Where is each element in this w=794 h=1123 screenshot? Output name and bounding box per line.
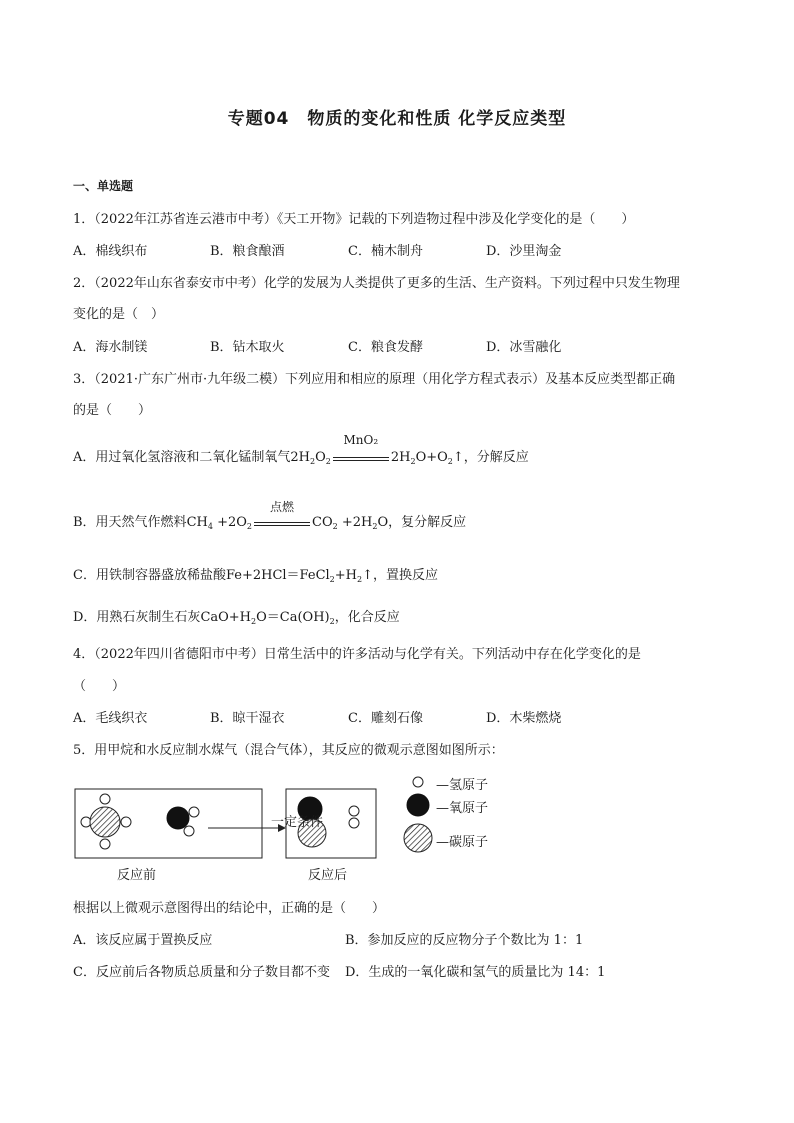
water-molecule (167, 807, 199, 836)
methane-molecule (81, 794, 131, 849)
legend-hydrogen-label: —氢原子 (436, 778, 489, 793)
legend-oxygen-icon (407, 794, 429, 816)
reaction-condition: 点燃 (254, 516, 310, 526)
q5-option-c[interactable]: C．反应前后各物质总质量和分子数目都不变 (73, 965, 330, 980)
legend-carbon-icon (404, 824, 432, 852)
q4-stem-line2: （ ） (73, 679, 126, 694)
before-label: 反应前 (117, 868, 157, 883)
page-title: 专题04 物质的变化和性质 化学反应类型 (227, 109, 567, 129)
arrow-condition-label: 一定条件 (271, 815, 324, 830)
q2-option-a[interactable]: A．海水制镁 (73, 340, 148, 355)
q3-option-d[interactable]: D．用熟石灰制生石灰$CaO+H_2O=Ca(OH)_2$，化合反应 (73, 610, 400, 626)
q2-stem-line2: 变化的是（ ） (73, 307, 165, 322)
after-label: 反应后 (308, 868, 348, 883)
q3-option-c[interactable]: C．用铁制容器盛放稀盐酸$Fe+2HCl=FeCl_2+H_2↑$，置换反应 (73, 568, 439, 584)
q5-stem: 5．用甲烷和水反应制水煤气（混合气体），其反应的微观示意图如图所示： (73, 743, 504, 758)
q3-stem-line2: 的是（ ） (73, 403, 152, 418)
hydrogen-molecule (349, 806, 359, 828)
legend-oxygen-label: —氧原子 (436, 801, 489, 816)
q5-option-d[interactable]: D．生成的一氧化碳和氢气的质量比为 14：1 (345, 965, 606, 980)
q4-stem-line1: 4．（2022年四川省德阳市中考）日常生活中的许多活动与化学有关。下列活动中存在化学变化的是 (73, 647, 641, 662)
q2-option-b[interactable]: B．钻木取火 (210, 340, 285, 355)
q1-stem: 1．（2022年江苏省连云港市中考）《天工开物》记载的下列造物过程中涉及化学变化的是（ ） (73, 212, 635, 227)
q2-stem-line1: 2．（2022年山东省泰安市中考）化学的发展为人类提供了更多的生活、生产资料。下列过程中只发生物理 (73, 276, 680, 291)
q5-option-a[interactable]: A．该反应属于置换反应 (73, 933, 213, 948)
q1-option-a[interactable]: A．棉线织布 (73, 244, 148, 259)
q3-stem-line1: 3．（2021·广东广州市·九年级二模）下列应用和相应的原理（用化学方程式表示）及基本反应类型都正确 (73, 372, 676, 387)
q4-option-a[interactable]: A．毛线织衣 (73, 711, 148, 726)
q2-option-c[interactable]: C．粮食发酵 (348, 340, 423, 355)
q4-option-b[interactable]: B．晾干湿衣 (210, 711, 285, 726)
q3-option-a[interactable]: A．用过氧化氢溶液和二氧化锰制氧气$2H_2O_2$ MnO₂ $2H_2O+O_2↑$，分解反应 (73, 433, 529, 466)
legend-hydrogen-icon (413, 777, 423, 787)
q4-option-d[interactable]: D．木柴燃烧 (486, 711, 562, 726)
q1-option-c[interactable]: C．楠木制舟 (348, 244, 423, 259)
reaction-condition: MnO₂ (333, 451, 389, 461)
q4-option-c[interactable]: C．雕刻石像 (348, 711, 423, 726)
legend-carbon-label: —碳原子 (436, 835, 489, 850)
q5-stem-line2: 根据以上微观示意图得出的结论中，正确的是（ ） (73, 901, 386, 916)
q1-option-d[interactable]: D．沙里淘金 (486, 244, 562, 259)
section-heading: 一、单选题 (73, 179, 134, 193)
q2-option-d[interactable]: D．冰雪融化 (486, 340, 562, 355)
q1-option-b[interactable]: B．粮食酿酒 (210, 244, 285, 259)
q3-option-b[interactable]: B．用天然气作燃料$CH_4 +2O_2$ 点燃 $CO_2 +2H_2O$，复分解反应 (73, 500, 467, 531)
q5-option-b[interactable]: B．参加反应的反应物分子个数比为 1：1 (345, 933, 584, 948)
